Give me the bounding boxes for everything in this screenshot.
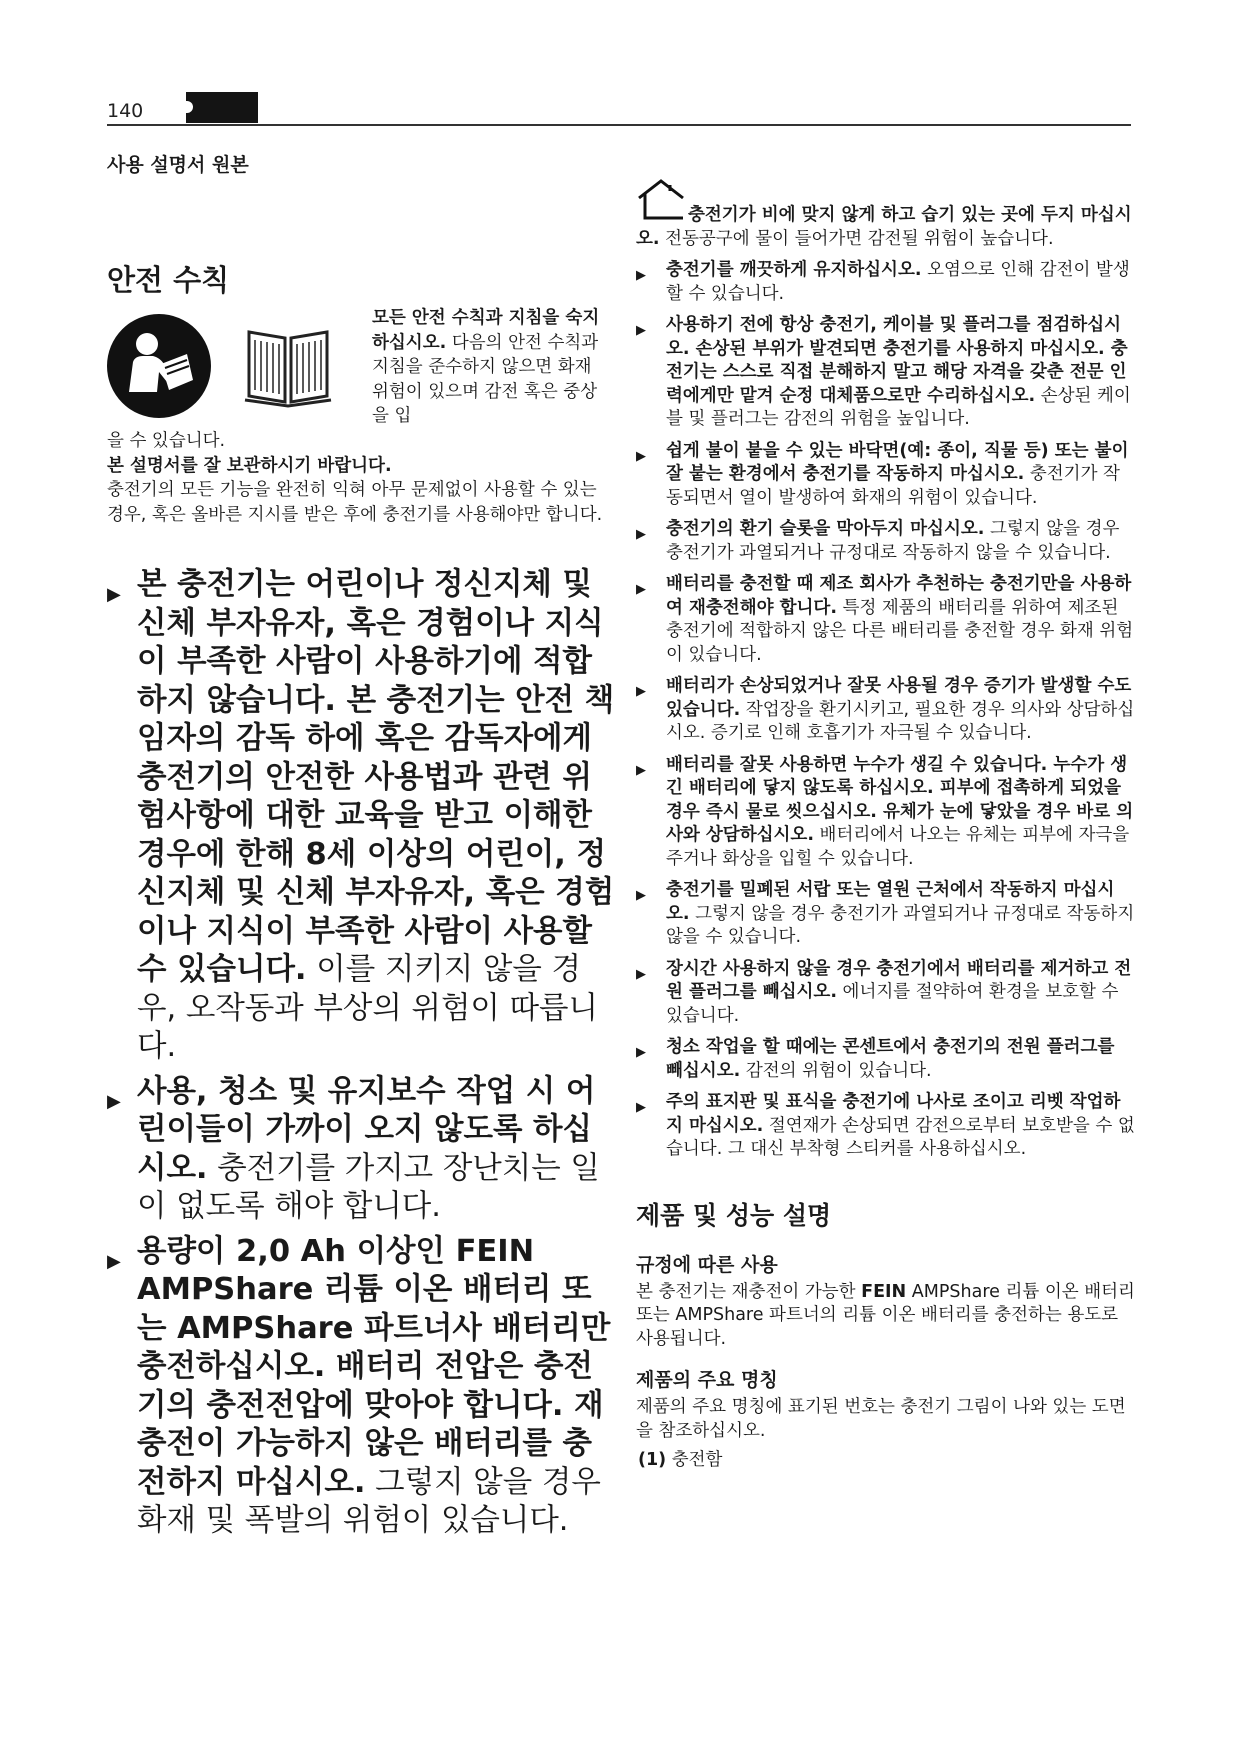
- bullet-triangle-icon: ▶: [636, 684, 646, 699]
- intro-text: [372, 306, 612, 429]
- house-warning-rest: 전동공구에 물이 들어가면 감전될 위험이 높습니다.: [659, 228, 1054, 249]
- part-name: 충전함: [666, 1450, 723, 1470]
- warning-item: [636, 958, 1136, 1029]
- big-warning-rest: 충전기를 가지고 장난치는 일이 없도록 해야 합니다.: [137, 1150, 600, 1224]
- warning-bold: 주의 표지판 및 표식을 충전기에 나사로 조이고 리벳 작업하지 마십시오.: [666, 1092, 1121, 1136]
- warning-bold: 배터리가 손상되었거나 잘못 사용될 경우 증기가 발생할 수도 있습니다.: [666, 676, 1132, 720]
- house-warning-item: [636, 178, 1136, 251]
- intended-use-text: [636, 1281, 1136, 1352]
- warning-bold: 쉽게 불이 붙을 수 있는 바닥면(예: 종이, 직물 등) 또는 불이 잘 붙는 환경에서 충전기를 작동하지 마십시오.: [666, 440, 1129, 484]
- warning-rest: 에너지를 절약하여 환경을 보호할 수 있습니다.: [666, 982, 1119, 1026]
- warning-item: [636, 754, 1136, 872]
- warning-rest: 작업장을 환기시키고, 필요한 경우 의사와 상담하십시오. 증기로 인해 호흡기가 자극될 수 있습니다.: [666, 699, 1135, 743]
- big-warning-list: [107, 566, 617, 1547]
- bullet-triangle-icon: ▶: [636, 527, 646, 542]
- warning-item: [636, 440, 1136, 511]
- usage-note: 충전기의 모든 기능을 완전히 익혀 아무 문제없이 사용할 수 있는 경우, 혹은 올바른 지시를 받은 후에 충전기를 사용해야만 합니다.: [107, 480, 603, 525]
- right-column: [636, 178, 1136, 1473]
- bullet-triangle-icon: ▶: [636, 323, 646, 338]
- warning-bold: 배터리를 잘못 사용하면 누수가 생길 수 있습니다. 누수가 생긴 배터리에 닿지 않도록 하십시오. 피부에 접촉하게 되었을 경우 즉시 물로 씻으십시오. 유체가 눈에 닿았을 경우 바로 의사와 상담하십시오.: [666, 754, 1134, 845]
- bullet-triangle-icon: ▶: [636, 1100, 646, 1115]
- part-item: [636, 1449, 1136, 1473]
- warning-rest: 특정 제품의 배터리를 위하여 제조된 충전기에 적합하지 않은 다른 배터리를 충전할 경우 화재 위험이 있습니다.: [666, 597, 1134, 665]
- warning-bold: 충전기를 밀폐된 서랍 또는 열원 근처에서 작동하지 마십시오.: [666, 880, 1115, 924]
- big-warning-bold: 사용, 청소 및 유지보수 작업 시 어린이들이 가까이 오지 않도록 하십시오.: [137, 1073, 596, 1186]
- house-icon: [636, 178, 686, 228]
- warning-rest: 배터리에서 나오는 유체는 피부에 자극을 주거나 화상을 입힐 수 있습니다.: [666, 825, 1130, 869]
- warning-item: [636, 259, 1136, 306]
- product-features-title: 제품의 주요 명칭: [636, 1369, 778, 1391]
- warning-bold: 청소 작업을 할 때에는 콘센트에서 충전기의 전원 플러그를 빼십시오.: [666, 1037, 1115, 1081]
- warning-rest: 감전의 위험이 있습니다.: [740, 1060, 932, 1081]
- big-warning-item: [107, 566, 617, 1067]
- bullet-triangle-icon: ▶: [636, 582, 646, 597]
- big-warning-rest: 그렇지 않을 경우 화재 및 폭발의 위험이 있습니다.: [137, 1464, 601, 1538]
- big-warning-item: [107, 1233, 617, 1541]
- intro-rest: 다음의 안전 수칙과 지침을 준수하지 않으면 화재 위험이 있으며 감전 혹은 중상을 입: [372, 332, 599, 426]
- bullet-triangle-icon: ▶: [636, 762, 646, 778]
- bullet-triangle-icon: ▶: [107, 1250, 121, 1272]
- book-icon: [243, 324, 333, 412]
- intended-use-title: 규정에 따른 사용: [636, 1253, 778, 1276]
- warning-rest: 오염으로 인해 감전이 발생할 수 있습니다.: [666, 260, 1130, 304]
- warning-bold: 충전기를 깨끗하게 유지하십시오.: [666, 260, 922, 280]
- big-warning-bold: 본 충전기는 어린이나 정신지체 및 신체 부자유자, 혹은 경험이나 지식이 부족한 사람이 사용하기에 적합하지 않습니다. 본 충전기는 안전 책임자의 감독 하에 혹은 감독자에게 충전기의 안전한 사용법과 관련 위험사항에 대한 교육을 받고 이해한 경우에 한해 8세 이상의 어린이, 정신지체 및 신체 부자유자, 혹은 경험이나 지식이 부족한 사람이 사용할 수 있습니다.: [137, 567, 615, 987]
- original-manual-label: 사용 설명서 원본: [107, 154, 249, 176]
- left-column: [107, 150, 612, 177]
- product-description-title: 제품 및 성능 설명: [636, 1200, 832, 1230]
- big-warning-rest: 이를 지키지 않을 경우, 오작동과 부상의 위험이 따릅니다.: [137, 952, 598, 1064]
- big-warning-item: [107, 1073, 617, 1227]
- warning-item: [636, 314, 1136, 432]
- intro-cont-text: 을 수 있습니다.: [107, 431, 226, 451]
- warning-item: [636, 1036, 1136, 1083]
- warning-item: [636, 518, 1136, 565]
- bullet-triangle-icon: ▶: [636, 268, 646, 283]
- warning-rest: 충전기가 작동되면서 열이 발생하여 화재의 위험이 있습니다.: [666, 464, 1120, 508]
- part-number: (1): [638, 1450, 667, 1470]
- read-manual-icon: [107, 314, 211, 418]
- warning-bold: 사용하기 전에 항상 충전기, 케이블 및 플러그를 점검하십시오. 손상된 부위가 발견되면 충전기를 사용하지 마십시오. 충전기는 스스로 직접 분해하지 말고 해당 자격을 갖춘 전문 인력에게만 맡겨 순정 대체품으로만 수리하십시오.: [666, 315, 1128, 406]
- warning-item: [636, 675, 1136, 746]
- warning-bold: 장시간 사용하지 않을 경우 충전기에서 배터리를 제거하고 전원 플러그를 빼십시오.: [666, 958, 1132, 1002]
- warning-rest: 그렇지 않을 경우 충전기가 과열되거나 규정대로 작동하지 않을 수 있습니다.: [666, 903, 1135, 947]
- header-language-tab: [186, 92, 258, 123]
- brand-name: FEIN: [861, 1281, 907, 1302]
- house-warning-bold: 충전기가 비에 맞지 않게 하고 습기 있는 곳에 두지 마십시오.: [636, 205, 1132, 249]
- bullet-triangle-icon: ▶: [636, 1045, 646, 1060]
- product-features-text: 제품의 주요 명칭에 표기된 번호는 충전기 그림이 나와 있는 도면을 참조하십시오.: [636, 1397, 1126, 1441]
- bullet-triangle-icon: ▶: [636, 966, 646, 982]
- bullet-triangle-icon: ▶: [636, 448, 646, 464]
- warning-rest: 절연재가 손상되면 감전으로부터 보호받을 수 없습니다. 그 대신 부착형 스티커를 사용하십시오.: [666, 1115, 1135, 1159]
- warning-rest: 손상된 케이블 및 플러그는 감전의 위험을 높입니다.: [666, 385, 1131, 429]
- header-rule: [107, 124, 1131, 126]
- intro-bold: 모든 안전 수칙과 지침을 숙지하십시오.: [372, 308, 600, 353]
- page-number: 140: [107, 100, 144, 122]
- intended-use-post: AMPShare 리튬 이온 배터리 또는 AMPShare 파트너의 리튬 이온 배터리를 충전하는 용도로 사용됩니다.: [636, 1281, 1135, 1349]
- warning-rest: 그렇지 않을 경우 충전기가 과열되거나 규정대로 작동하지 않을 수 있습니다.: [666, 519, 1120, 563]
- keep-manual-note: 본 설명서를 잘 보관하시기 바랍니다.: [107, 455, 392, 476]
- bullet-triangle-icon: ▶: [636, 888, 646, 903]
- safety-title: 안전 수칙: [107, 263, 230, 297]
- warning-item: [636, 573, 1136, 667]
- warning-bold: 배터리를 충전할 때 제조 회사가 추천하는 충전기만을 사용하여 재충전해야 합니다.: [666, 574, 1132, 618]
- big-warning-bold: 용량이 2,0 Ah 이상인 FEIN AMPShare 리튬 이온 배터리 또는 AMPShare 파트너사 배터리만 충전하십시오. 배터리 전압은 충전기의 충전전압에 맞아야 합니다. 재충전이 가능하지 않은 배터리를 충전하지 마십시오.: [137, 1233, 611, 1500]
- intended-use-pre: 본 충전기는 재충전이 가능한: [636, 1281, 862, 1302]
- intro-continuation: [107, 429, 612, 527]
- warning-item: [636, 1091, 1136, 1162]
- bullet-triangle-icon: ▶: [107, 1090, 121, 1112]
- warning-item: [636, 879, 1136, 950]
- warning-bold: 충전기의 환기 슬롯을 막아두지 마십시오.: [666, 519, 985, 539]
- bullet-triangle-icon: ▶: [107, 584, 121, 605]
